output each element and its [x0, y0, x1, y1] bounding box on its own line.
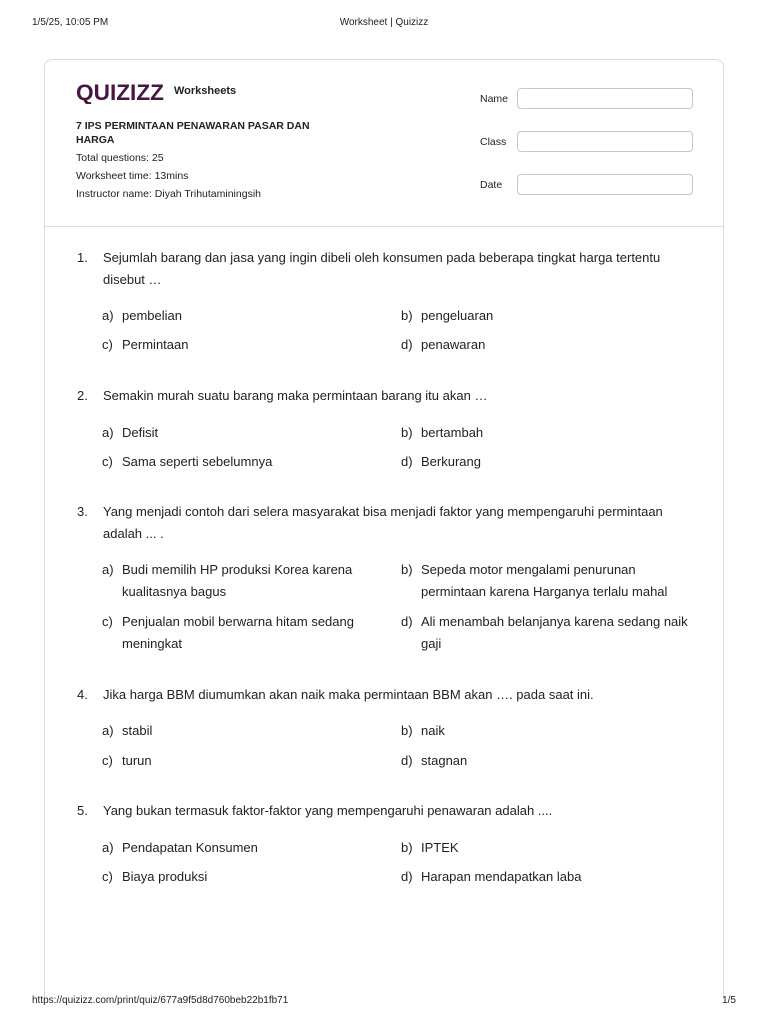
option-letter: a)	[102, 562, 114, 577]
option-text: Permintaan	[122, 337, 189, 352]
print-footer	[32, 995, 736, 1009]
print-datetime: 1/5/25, 10:05 PM	[32, 17, 109, 28]
option-text: turun	[122, 753, 152, 768]
option-text: Sepeda motor mengalami penurunan permintaan karena Harganya terlalu mahal	[421, 562, 668, 599]
option-letter: c)	[102, 337, 113, 352]
total-questions: Total questions: 25	[76, 152, 164, 164]
option-d	[401, 866, 701, 888]
print-url: https://quizizz.com/print/quiz/677a9f5d8d760beb22b1fb71	[32, 995, 289, 1006]
option-letter: b)	[401, 425, 413, 440]
option-text: Sama seperti sebelumnya	[122, 454, 273, 469]
option-c	[102, 334, 377, 356]
option-text: penawaran	[421, 337, 486, 352]
option-letter: a)	[102, 308, 114, 323]
option-c	[102, 866, 377, 888]
quizizz-logo	[76, 80, 168, 104]
option-d	[401, 611, 701, 655]
date-label: Date	[480, 179, 503, 191]
question-number: 2.	[77, 388, 88, 403]
option-letter: b)	[401, 723, 413, 738]
question-text: Jika harga BBM diumumkan akan naik maka permintaan BBM akan …. pada saat ini.	[103, 687, 594, 702]
option-a	[102, 422, 377, 444]
page-number: 1/5	[722, 995, 736, 1006]
question-number: 5.	[77, 803, 88, 818]
option-text: pengeluaran	[421, 308, 494, 323]
option-a	[102, 559, 377, 603]
option-letter: a)	[102, 840, 114, 855]
option-d	[401, 750, 701, 772]
date-field[interactable]	[517, 174, 693, 195]
question-number: 3.	[77, 504, 88, 519]
option-text: Harapan mendapatkan laba	[421, 869, 582, 884]
option-letter: d)	[401, 614, 413, 629]
option-b	[401, 837, 701, 859]
option-letter: a)	[102, 425, 114, 440]
option-text: Biaya produksi	[122, 869, 208, 884]
print-page-title: Worksheet | Quizizz	[339, 17, 429, 28]
option-letter: c)	[102, 753, 113, 768]
option-b	[401, 559, 701, 603]
question-number: 1.	[77, 250, 88, 265]
option-a	[102, 720, 377, 742]
option-b	[401, 422, 701, 444]
option-letter: a)	[102, 723, 114, 738]
worksheet-header	[45, 60, 723, 227]
worksheet-title: 7 IPS PERMINTAAN PENAWARAN PASAR DAN HARGA	[76, 120, 310, 146]
option-d	[401, 334, 701, 356]
option-c	[102, 451, 377, 473]
option-text: stabil	[122, 723, 153, 738]
question-text: Yang bukan termasuk faktor-faktor yang mempengaruhi penawaran adalah ....	[103, 803, 553, 818]
option-text: Ali menambah belanjanya karena sedang naik gaji	[421, 614, 688, 651]
option-text: IPTEK	[421, 840, 459, 855]
option-a	[102, 837, 377, 859]
option-letter: d)	[401, 869, 413, 884]
option-letter: d)	[401, 454, 413, 469]
option-c	[102, 750, 377, 772]
class-label: Class	[480, 136, 507, 148]
option-letter: b)	[401, 308, 413, 323]
worksheet-time: Worksheet time: 13mins	[76, 170, 189, 182]
option-text: Budi memilih HP produksi Korea karena kualitasnya bagus	[122, 562, 353, 599]
question-text: Yang menjadi contoh dari selera masyarakat bisa menjadi faktor yang mempengaruhi permintaan adalah ... .	[103, 504, 663, 541]
question-text: Sejumlah barang dan jasa yang ingin dibeli oleh konsumen pada beberapa tingkat harga tertentu disebut …	[103, 250, 661, 287]
question-text: Semakin murah suatu barang maka permintaan barang itu akan …	[103, 388, 488, 403]
name-label: Name	[480, 93, 509, 105]
option-b	[401, 720, 701, 742]
question-number: 4.	[77, 687, 88, 702]
option-b	[401, 305, 701, 327]
option-a	[102, 305, 377, 327]
class-field[interactable]	[517, 131, 693, 152]
option-c	[102, 611, 377, 655]
option-text: Pendapatan Konsumen	[122, 840, 258, 855]
option-text: Berkurang	[421, 454, 481, 469]
option-text: stagnan	[421, 753, 468, 768]
worksheet-card	[44, 59, 724, 999]
quizizz-logo-text: QUIZIZZ	[76, 80, 164, 104]
print-header	[32, 17, 736, 31]
option-text: pembelian	[122, 308, 182, 323]
option-text: Defisit	[122, 425, 159, 440]
option-letter: d)	[401, 337, 413, 352]
option-text: naik	[421, 723, 445, 738]
option-text: Penjualan mobil berwarna hitam sedang meningkat	[122, 614, 354, 651]
option-letter: c)	[102, 454, 113, 469]
option-letter: c)	[102, 869, 113, 884]
option-letter: c)	[102, 614, 113, 629]
option-letter: b)	[401, 840, 413, 855]
option-d	[401, 451, 701, 473]
name-field[interactable]	[517, 88, 693, 109]
brand	[76, 80, 236, 104]
instructor-name: Instructor name: Diyah Trihutaminingsih	[76, 188, 261, 200]
brand-subtitle: Worksheets	[174, 84, 237, 97]
option-letter: d)	[401, 753, 413, 768]
option-letter: b)	[401, 562, 413, 577]
option-text: bertambah	[421, 425, 484, 440]
